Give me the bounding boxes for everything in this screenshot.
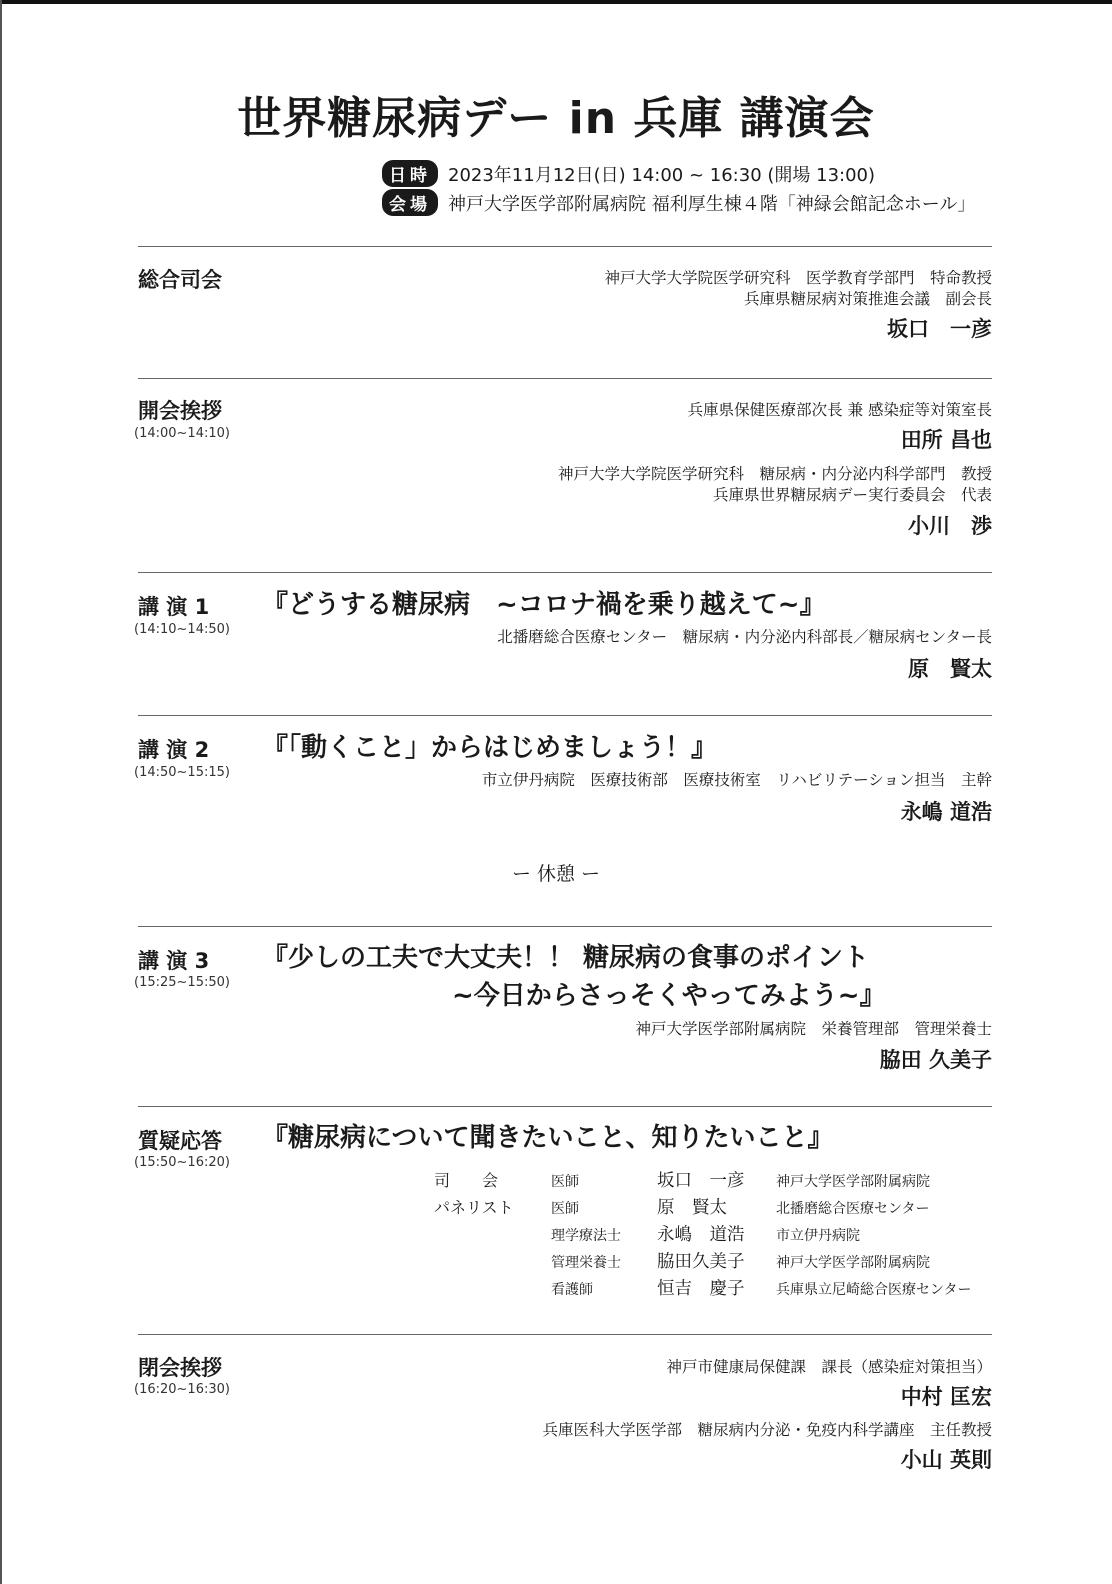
lecture2-org: 市立伊丹病院 医療技術部 医療技術室 リハビリテーション担当 主幹 xyxy=(481,771,992,789)
page-title: 世界糖尿病デー in 兵庫 講演会 xyxy=(237,93,875,144)
opening-org-2b: 兵庫県世界糖尿病デー実行委員会 代表 xyxy=(712,486,992,504)
lecture3-title-line-1: 『少しの工夫で大丈夫！！ 糖尿病の食事のポイント xyxy=(262,943,870,973)
qa-qualification: 理学療法士 xyxy=(551,1228,621,1244)
mc-label: 総合司会 xyxy=(138,268,222,292)
venue-tag: 会場 xyxy=(382,189,438,216)
qa-panelist-name: 永嶋 道浩 xyxy=(657,1225,745,1245)
break-label: ー 休憩 ー xyxy=(511,863,601,885)
date-tag: 日時 xyxy=(382,160,438,187)
lecture2-title: 『「動くこと」からはじめましょう！』 xyxy=(262,733,718,763)
closing-time: (16:20~16:30) xyxy=(134,1382,230,1397)
lecture2-name: 永嶋 道浩 xyxy=(900,800,992,824)
qa-qualification: 医師 xyxy=(551,1174,579,1190)
opening-org-2a: 神戸大学大学院医学研究科 糖尿病・内分泌内科学部門 教授 xyxy=(557,465,992,483)
closing-label: 閉会挨拶 xyxy=(138,1356,222,1380)
venue-value: 神戸大学医学部附属病院 福利厚生棟４階「神緑会館記念ホール」 xyxy=(448,194,976,215)
lecture3-title-line-2: ~今日からさっそくやってみよう~』 xyxy=(452,981,886,1011)
event-venue xyxy=(382,189,975,216)
divider xyxy=(138,1106,992,1107)
qa-role: 司 会 xyxy=(434,1171,499,1190)
lecture1-time: (14:10~14:50) xyxy=(134,622,230,637)
lecture3-name: 脇田 久美子 xyxy=(879,1048,992,1072)
opening-label: 開会挨拶 xyxy=(138,399,222,423)
divider xyxy=(138,246,992,247)
lecture1-org: 北播磨総合医療センター 糖尿病・内分泌内科部長／糖尿病センター長 xyxy=(497,628,992,646)
divider xyxy=(138,378,992,379)
mc-name: 坂口 一彦 xyxy=(887,317,992,341)
qa-panelist-name: 恒吉 慶子 xyxy=(657,1279,745,1299)
qa-affiliation: 市立伊丹病院 xyxy=(776,1228,860,1244)
qa-panelist-name: 脇田久美子 xyxy=(657,1252,745,1272)
opening-name-2: 小川 渉 xyxy=(908,514,992,538)
closing-name-2: 小山 英則 xyxy=(900,1448,992,1472)
event-date xyxy=(382,160,875,187)
lecture3-time: (15:25~15:50) xyxy=(134,975,230,990)
closing-org-1: 神戸市健康局保健課 課長（感染症対策担当） xyxy=(666,1358,992,1376)
qa-affiliation: 北播磨総合医療センター xyxy=(776,1201,930,1217)
qa-affiliation: 兵庫県立尼崎総合医療センター xyxy=(776,1282,972,1298)
qa-affiliation: 神戸大学医学部附属病院 xyxy=(776,1174,930,1190)
divider xyxy=(138,715,992,716)
qa-label: 質疑応答 xyxy=(138,1129,222,1153)
opening-name-1: 田所 昌也 xyxy=(900,428,992,452)
qa-affiliation: 神戸大学医学部附属病院 xyxy=(776,1255,930,1271)
qa-panelist-name: 坂口 一彦 xyxy=(657,1171,745,1191)
lecture3-org: 神戸大学医学部附属病院 栄養管理部 管理栄養士 xyxy=(635,1020,992,1038)
lecture3-label: 講 演 3 xyxy=(138,949,210,973)
divider xyxy=(138,572,992,573)
lecture1-name: 原 賢太 xyxy=(908,657,992,681)
page-left-border xyxy=(0,0,2,1584)
mc-org-2: 兵庫県糖尿病対策推進会議 副会長 xyxy=(743,290,992,308)
mc-org-1: 神戸大学大学院医学研究科 医学教育学部門 特命教授 xyxy=(604,269,992,287)
qa-qualification: 医師 xyxy=(551,1201,579,1217)
page-top-border xyxy=(0,0,1112,4)
opening-org-1: 兵庫県保健医療部次長 兼 感染症等対策室長 xyxy=(687,401,992,419)
date-value: 2023年11月12日(日) 14:00 ~ 16:30 (開場 13:00) xyxy=(448,165,876,186)
qa-qualification: 管理栄養士 xyxy=(551,1255,621,1271)
closing-name-1: 中村 匡宏 xyxy=(900,1385,992,1409)
qa-qualification: 看護師 xyxy=(551,1282,593,1298)
closing-org-2: 兵庫医科大学医学部 糖尿病内分泌・免疫内科学講座 主任教授 xyxy=(542,1421,992,1439)
divider xyxy=(138,1334,992,1335)
lecture1-title: 『どうする糖尿病 ~コロナ禍を乗り越えて~』 xyxy=(262,590,826,620)
qa-panelist-name: 原 賢太 xyxy=(657,1198,727,1218)
lecture1-label: 講 演 1 xyxy=(138,595,210,619)
opening-time: (14:00~14:10) xyxy=(134,426,230,441)
qa-title: 『糖尿病について聞きたいこと、知りたいこと』 xyxy=(262,1123,834,1153)
lecture2-label: 講 演 2 xyxy=(138,738,210,762)
qa-role: パネリスト xyxy=(434,1198,514,1217)
divider xyxy=(138,926,992,927)
qa-time: (15:50~16:20) xyxy=(134,1155,230,1170)
lecture2-time: (14:50~15:15) xyxy=(134,765,230,780)
